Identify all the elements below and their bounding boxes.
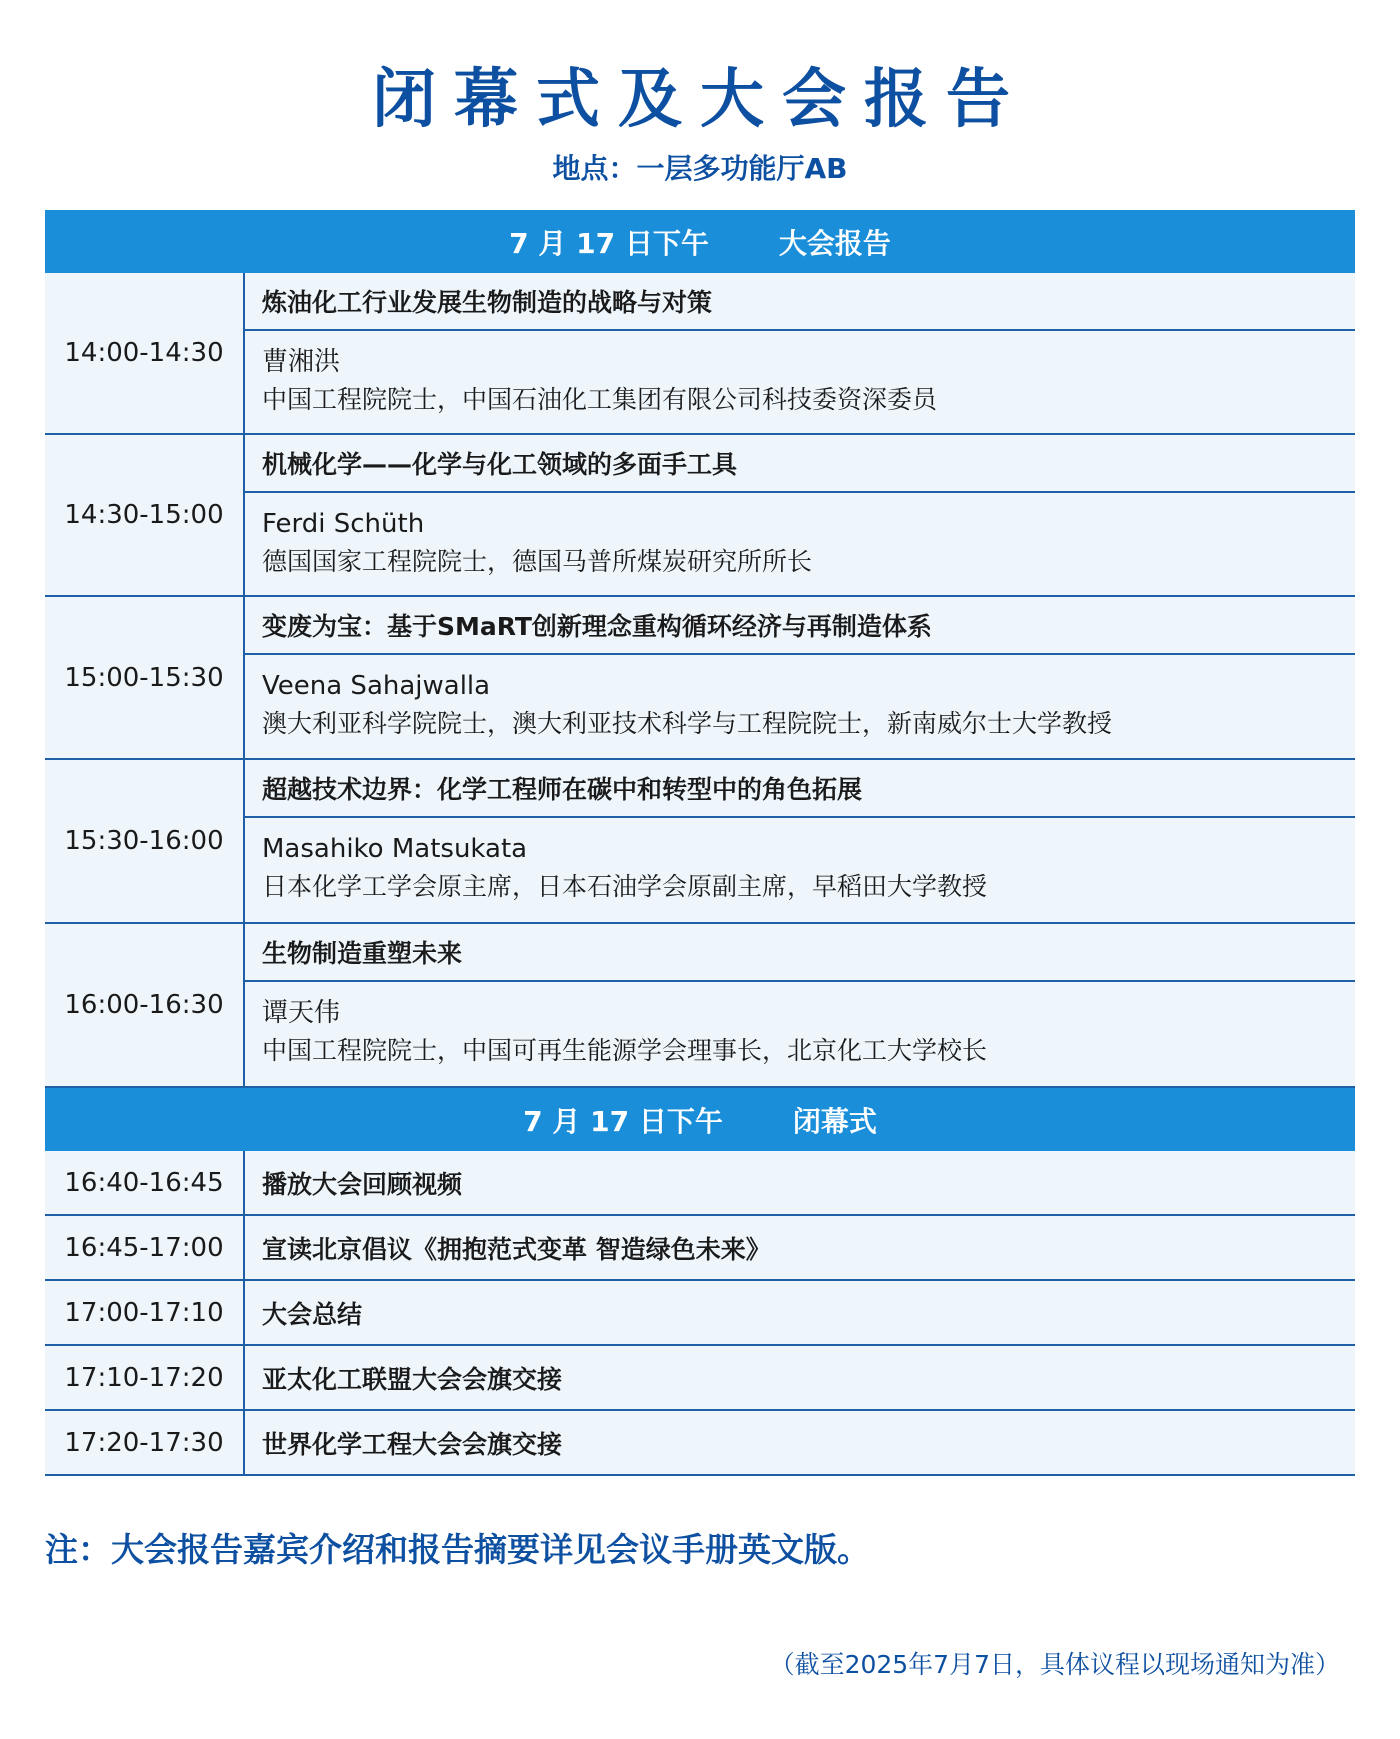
ceremony-row (45, 1216, 1355, 1281)
section-header-keynote (45, 210, 1355, 273)
ceremony-item: 大会总结 (262, 1299, 363, 1329)
talk-row (45, 273, 1355, 435)
time-slot: 16:40-16:45 (45, 1151, 245, 1214)
speaker-affiliation: 日本化学工学会原主席，日本石油学会原副主席，早稻田大学教授 (262, 872, 988, 901)
speaker-affiliation: 中国工程院院士，中国石油化工集团有限公司科技委资深委员 (262, 385, 938, 414)
speaker-name: Ferdi Schüth (262, 509, 425, 539)
ceremony-item: 亚太化工联盟大会会旗交接 (262, 1364, 563, 1394)
speaker-affiliation: 澳大利亚科学院院士，澳大利亚技术科学与工程院院士，新南威尔士大学教授 (262, 709, 1113, 738)
time-slot: 17:20-17:30 (45, 1411, 245, 1474)
time-slot: 17:10-17:20 (45, 1346, 245, 1409)
talk-row (45, 924, 1355, 1088)
section-header-closing (45, 1088, 1355, 1151)
time-slot: 15:30-16:00 (45, 760, 245, 922)
speaker-name: Masahiko Matsukata (262, 834, 528, 864)
time-slot: 17:00-17:10 (45, 1281, 245, 1344)
page-title: 闭幕式及大会报告 (372, 63, 1028, 137)
talk-row (45, 435, 1355, 597)
talk-title: 变废为宝：基于SMaRT创新理念重构循环经济与再制造体系 (245, 597, 1355, 655)
time-slot: 16:00-16:30 (45, 924, 245, 1086)
talk-row (45, 597, 1355, 760)
speaker-name: 曹湘洪 (262, 347, 341, 377)
section-name: 闭幕式 (792, 1104, 877, 1138)
ceremony-item: 世界化学工程大会会旗交接 (262, 1429, 563, 1459)
talk-title: 机械化学——化学与化工领域的多面手工具 (245, 435, 1355, 493)
time-slot: 16:45-17:00 (45, 1216, 245, 1279)
talk-title: 生物制造重塑未来 (245, 924, 1355, 982)
section-date: 7 月 17 日下午 (523, 1104, 723, 1138)
speaker-name: 谭天伟 (262, 998, 341, 1028)
time-slot: 14:30-15:00 (45, 435, 245, 595)
schedule-table (45, 210, 1355, 1476)
ceremony-row (45, 1151, 1355, 1216)
time-slot: 14:00-14:30 (45, 273, 245, 433)
speaker-affiliation: 德国国家工程院院士，德国马普所煤炭研究所所长 (262, 547, 813, 576)
ceremony-item: 宣读北京倡议《拥抱范式变革 智造绿色未来》 (262, 1234, 771, 1264)
ceremony-item: 播放大会回顾视频 (262, 1169, 463, 1199)
talk-row (45, 760, 1355, 924)
speaker-affiliation: 中国工程院院士，中国可再生能源学会理事长，北京化工大学校长 (262, 1036, 988, 1065)
talk-title: 炼油化工行业发展生物制造的战略与对策 (245, 273, 1355, 331)
time-slot: 15:00-15:30 (45, 597, 245, 758)
footer-disclaimer: （截至2025年7月7日，具体议程以现场通知为准） (769, 1650, 1340, 1679)
section-date: 7 月 17 日下午 (509, 226, 709, 260)
talk-title: 超越技术边界：化学工程师在碳中和转型中的角色拓展 (245, 760, 1355, 818)
ceremony-row (45, 1411, 1355, 1476)
venue-label: 地点：一层多功能厅AB (552, 152, 848, 185)
ceremony-row (45, 1346, 1355, 1411)
section-name: 大会报告 (778, 226, 891, 260)
ceremony-row (45, 1281, 1355, 1346)
speaker-name: Veena Sahajwalla (262, 671, 491, 701)
note-text: 注：大会报告嘉宾介绍和报告摘要详见会议手册英文版。 (45, 1530, 870, 1569)
